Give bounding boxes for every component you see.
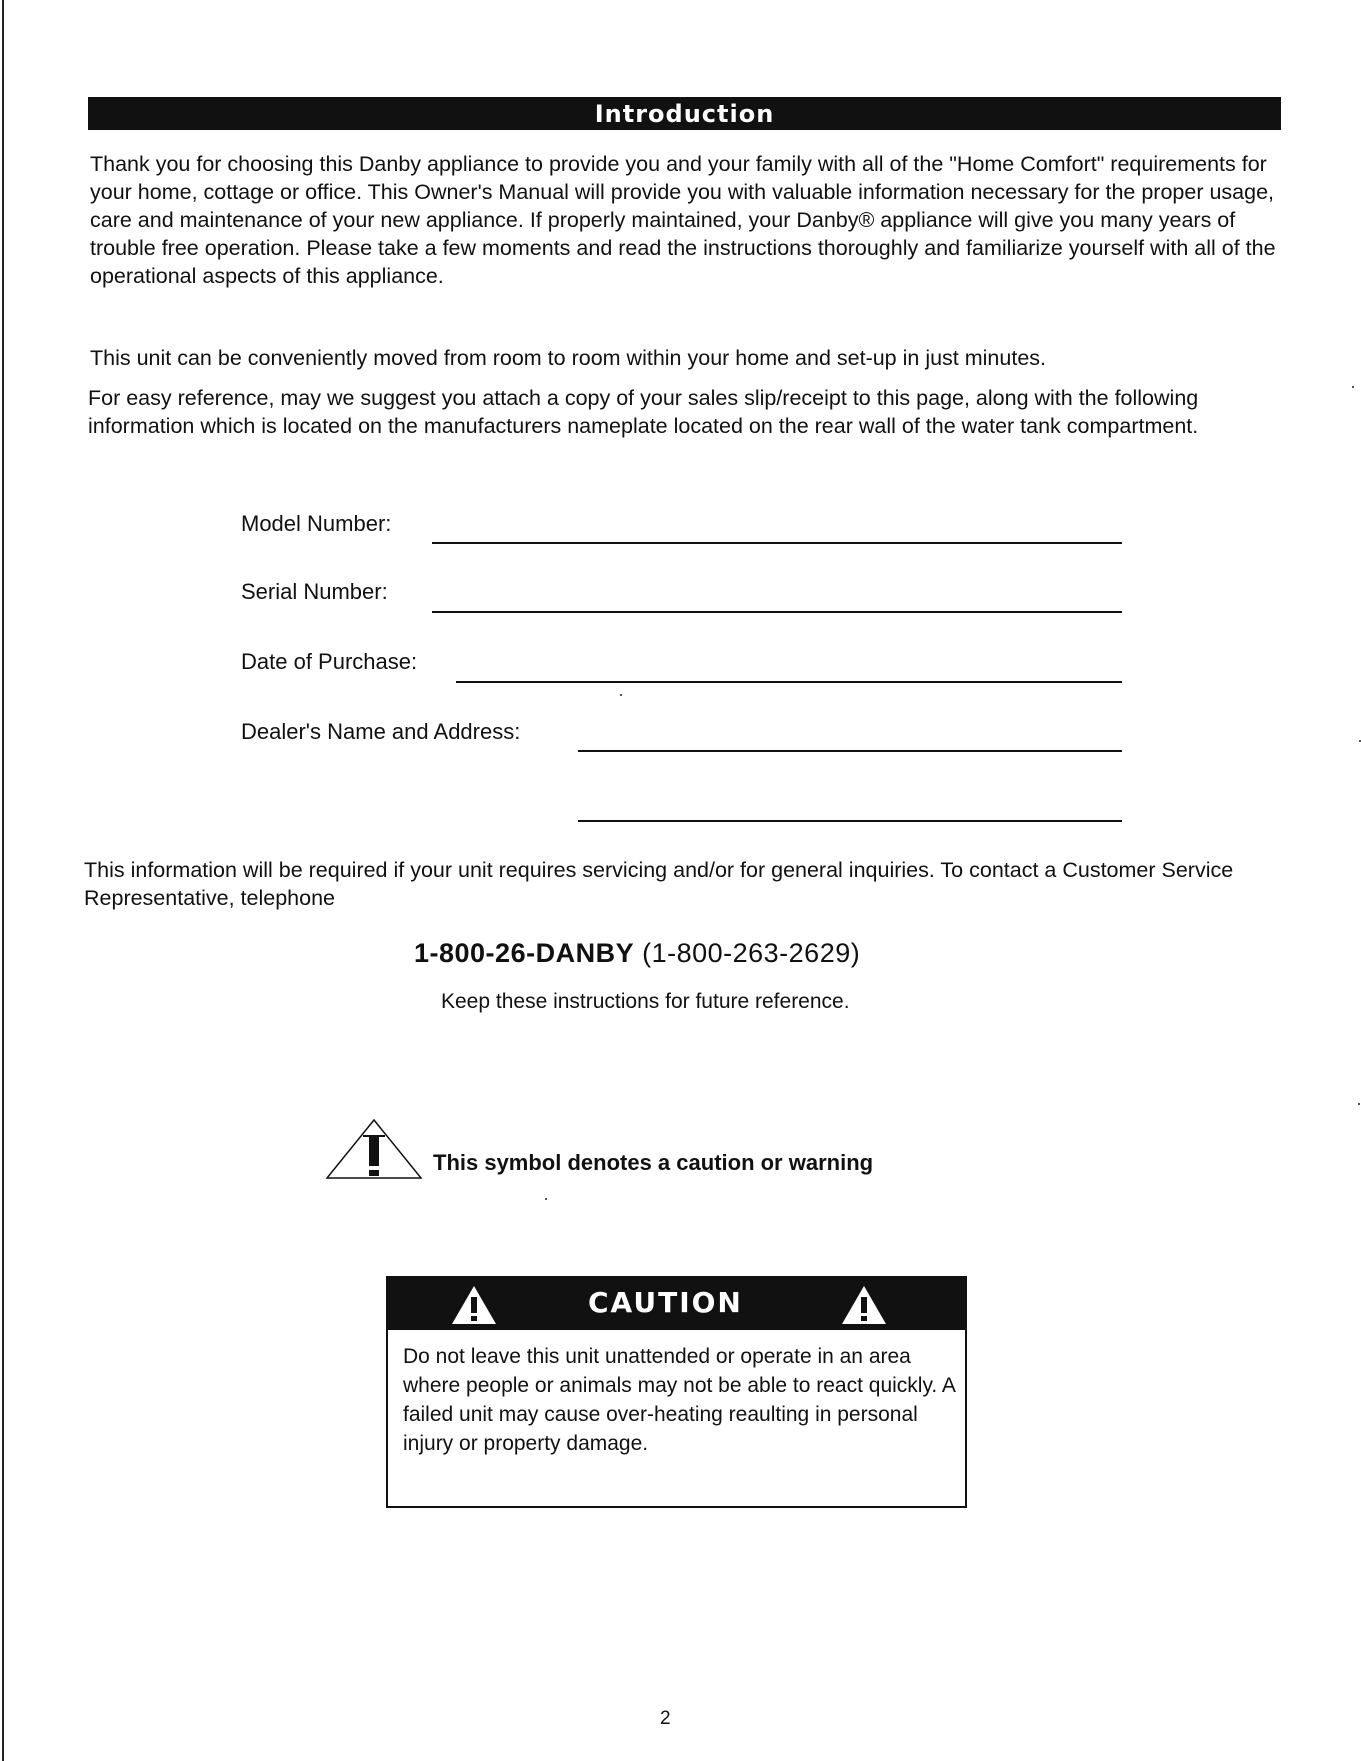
portability-paragraph: This unit can be conveniently moved from room to room within your home and set-up in just minutes. <box>90 346 1047 370</box>
phone-number <box>414 938 860 969</box>
intro-paragraph: Thank you for choosing this Danby appliance to provide you and your family with all of the "Home Comfort" requirements for your home, cottage or office. This Owner's Manual will provide you with valuable information necessary for the proper usage, care and maintenance of your new appliance. If properly maintained, your Danby® appliance will give you many years of trouble free operation. Please take a few moments and read the instructions thoroughly and familiarize yourself with all of the operational aspects of this appliance. <box>90 152 1276 288</box>
contact-paragraph: This information will be required if your unit requires servicing and/or for general inquiries. To contact a Customer Service Representative, telephone <box>84 858 1234 910</box>
caution-right-icon <box>840 1284 888 1326</box>
model-number-label: Model Number: <box>241 511 392 536</box>
section-title: Introduction <box>594 99 775 128</box>
caution-title: CAUTION <box>588 1286 743 1319</box>
dealer-address-line[interactable] <box>578 820 1122 822</box>
date-of-purchase-label: Date of Purchase: <box>241 649 418 674</box>
scan-speck <box>1352 386 1354 388</box>
warning-symbol-caption: This symbol denotes a caution or warning <box>433 1150 874 1175</box>
phone-digits: (1-800-263-2629) <box>634 938 861 968</box>
caution-box <box>386 1276 967 1508</box>
dealer-name-line[interactable] <box>578 750 1122 752</box>
caution-left-icon <box>450 1284 498 1326</box>
page-edge <box>2 0 4 1761</box>
caution-text: Do not leave this unit unattended or operate in an area where people or animals may not be able to react quickly. A failed unit may cause over-heating reaulting in personal injury or property damage. <box>403 1345 955 1455</box>
section-header <box>88 97 1281 130</box>
keep-instructions-note: Keep these instructions for future reference. <box>441 990 850 1013</box>
date-of-purchase-line[interactable] <box>456 681 1122 683</box>
scan-speck <box>1358 1103 1360 1105</box>
warning-symbol-legend <box>325 1118 1025 1180</box>
dealer-name-address-label: Dealer's Name and Address: <box>241 719 521 744</box>
reference-paragraph: For easy reference, may we suggest you attach a copy of your sales slip/receipt to this page, along with the following information which is located on the manufacturers nameplate located on the rear wall of the water tank compartment. <box>88 386 1199 438</box>
serial-number-label: Serial Number: <box>241 579 388 604</box>
scan-speck <box>620 694 622 696</box>
model-number-line[interactable] <box>432 542 1122 544</box>
phone-vanity-number: 1-800-26-DANBY <box>414 938 635 968</box>
serial-number-line[interactable] <box>432 611 1122 613</box>
page-number: 2 <box>660 1708 671 1729</box>
warning-triangle-icon <box>325 1118 423 1180</box>
scan-speck <box>545 1198 547 1200</box>
caution-header <box>388 1278 965 1330</box>
